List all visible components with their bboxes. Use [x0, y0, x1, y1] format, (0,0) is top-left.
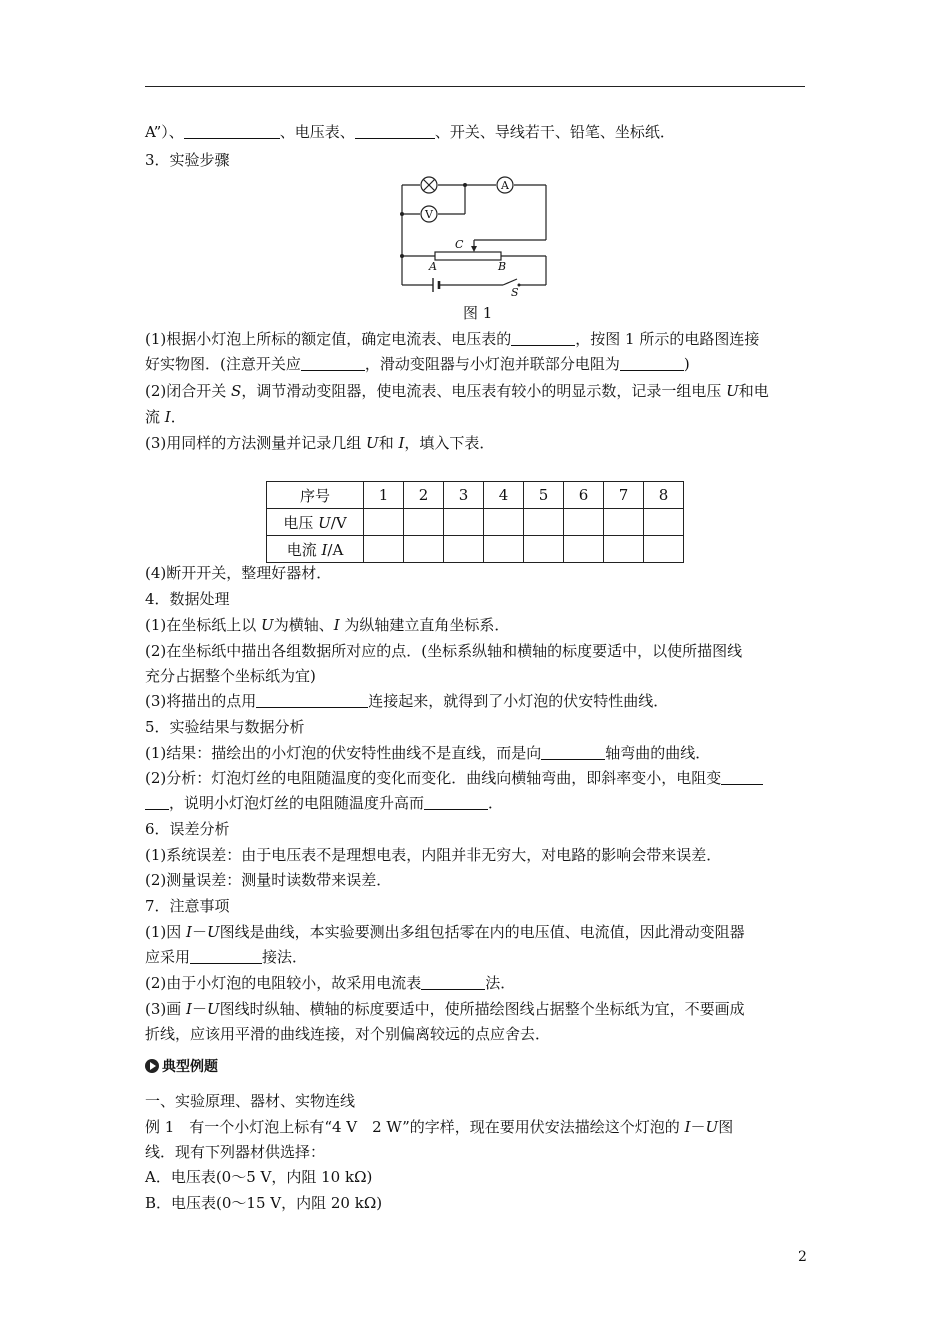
section-7-title: 7．注意事项 [145, 897, 230, 915]
step-7-1-line-1: (1)因 I－U图线是曲线，本实验要测出多组包括零在内的电压值、电流值，因此滑动变阻器 [145, 923, 745, 941]
table-col-head: 4 [484, 482, 524, 509]
voltmeter-label: V [425, 208, 433, 221]
table-cell[interactable] [404, 536, 444, 563]
table-cell[interactable] [404, 509, 444, 536]
table-cell[interactable] [604, 509, 644, 536]
table-cell[interactable] [444, 536, 484, 563]
label-b: B [498, 260, 507, 273]
equipment-line: A”）、 、电压表、 、开关、导线若干、铅笔、坐标纸． [145, 123, 675, 141]
row-label-current: 电流 I/A [267, 536, 364, 563]
step-5-2-line-1: (2)分析：灯泡灯丝的电阻随温度的变化而变化．曲线向横轴弯曲，即斜率变小，电阻变 [145, 768, 763, 788]
table-cell[interactable] [564, 536, 604, 563]
ammeter-label: A [501, 179, 509, 192]
blank-resistance-change-cont[interactable] [145, 795, 169, 810]
table-row-voltage [267, 509, 684, 536]
table-header-row [267, 482, 684, 509]
row-label-voltage: 电压 U/V [267, 509, 364, 536]
table-cell[interactable] [644, 509, 684, 536]
step-3-2-line-1: (2)闭合开关 S，调节滑动变阻器，使电流表、电压表有较小的明显示数，记录一组电压 U和电 [145, 382, 769, 400]
table-cell[interactable] [364, 536, 404, 563]
label-c: C [455, 238, 464, 251]
step-3-1-line-2: 好实物图．(注意开关应 ，滑动变阻器与小灯泡并联部分电阻为 ) [145, 355, 690, 373]
step-5-2-line-2: ，说明小灯泡灯丝的电阻随温度升高而 ． [145, 793, 503, 813]
table-cell[interactable] [604, 536, 644, 563]
blank-rheostat-connection[interactable] [190, 949, 262, 964]
step-7-3-line-1: (3)画 I－U图线时纵轴、横轴的标度要适中，使所描绘图线占据整个坐标纸为宜，不要画成 [145, 1000, 745, 1018]
table-cell[interactable] [644, 536, 684, 563]
table-col-head: 8 [644, 482, 684, 509]
examples-header: 典型例题 [145, 1056, 218, 1077]
play-circle-icon [145, 1059, 159, 1073]
option-b: B．电压表(0～15 V，内阻 20 kΩ) [145, 1194, 383, 1212]
table-col-head: 2 [404, 482, 444, 509]
blank-resistance[interactable] [620, 356, 684, 371]
page-number: 2 [798, 1249, 807, 1265]
step-5-1: (1)结果：描绘出的小灯泡的伏安特性曲线不是直线，而是向 轴弯曲的曲线． [145, 744, 711, 762]
step-3-3: (3)用同样的方法测量并记录几组 U和 I，填入下表． [145, 434, 495, 452]
step-6-2: (2)测量误差：测量时读数带来误差． [145, 871, 392, 889]
table-col-head: 6 [564, 482, 604, 509]
examples-subtitle: 一、实验原理、器材、实物连线 [145, 1092, 356, 1110]
table-col-head: 1 [364, 482, 404, 509]
label-a: A [429, 260, 437, 273]
step-4-3: (3)将描出的点用 连接起来，就得到了小灯泡的伏安特性曲线． [145, 692, 669, 710]
circuit-diagram [395, 172, 555, 300]
table-col-head: 5 [524, 482, 564, 509]
table-cell[interactable] [444, 509, 484, 536]
example-1-line-1: 例 1 有一个小灯泡上标有“4 V 2 W”的字样，现在要用伏安法描绘这个灯泡的 I－U图 [145, 1118, 734, 1136]
table-cell[interactable] [484, 509, 524, 536]
step-7-3-line-2: 折线，应该用平滑的曲线连接，对个别偏离较远的点应舍去． [145, 1025, 551, 1043]
step-3-2-line-2: 流 I． [145, 408, 186, 426]
step-6-1: (1)系统误差：由于电压表不是理想电表，内阻并非无穷大，对电路的影响会带来误差． [145, 846, 722, 864]
option-a: A．电压表(0～5 V，内阻 10 kΩ) [145, 1168, 373, 1186]
table-cell[interactable] [524, 536, 564, 563]
label-s: S [511, 286, 519, 299]
table-head-label: 序号 [267, 482, 364, 509]
blank-equipment-1[interactable] [184, 124, 280, 139]
blank-resistance-change[interactable] [721, 770, 763, 785]
blank-curve-method[interactable] [256, 693, 368, 708]
blank-switch-state[interactable] [301, 356, 365, 371]
table-cell[interactable] [364, 509, 404, 536]
blank-ammeter-connection[interactable] [421, 975, 485, 990]
table-col-head: 3 [444, 482, 484, 509]
example-1-line-2: 线．现有下列器材供选择： [145, 1143, 326, 1161]
header-rule [145, 86, 805, 87]
section-5-title: 5．实验结果与数据分析 [145, 718, 305, 736]
blank-axis[interactable] [541, 745, 605, 760]
table-col-head: 7 [604, 482, 644, 509]
section-6-title: 6．误差分析 [145, 820, 230, 838]
blank-equipment-2[interactable] [355, 124, 435, 139]
table-cell[interactable] [484, 536, 524, 563]
data-table [266, 481, 684, 563]
section-3-title: 3．实验步骤 [145, 151, 230, 169]
section-4-title: 4．数据处理 [145, 590, 230, 608]
step-3-4: (4)断开开关，整理好器材． [145, 564, 332, 582]
table-cell[interactable] [524, 509, 564, 536]
step-7-1-line-2: 应采用 接法． [145, 948, 308, 966]
figure-caption: 图 1 [463, 304, 493, 322]
blank-temperature-trend[interactable] [424, 795, 488, 810]
step-4-2-line-1: (2)在坐标纸中描出各组数据所对应的点．(坐标系纵轴和横轴的标度要适中，以使所描图线 [145, 642, 743, 660]
table-row-current [267, 536, 684, 563]
step-7-2: (2)由于小灯泡的电阻较小，故采用电流表 法． [145, 974, 516, 992]
step-4-2-line-2: 充分占据整个坐标纸为宜) [145, 667, 316, 685]
blank-meter-range[interactable] [511, 331, 575, 346]
table-cell[interactable] [564, 509, 604, 536]
step-3-1-line-1: (1)根据小灯泡上所标的额定值，确定电流表、电压表的 ，按图 1 所示的电路图连接 [145, 330, 760, 348]
step-4-1: (1)在坐标纸上以 U为横轴、I 为纵轴建立直角坐标系． [145, 616, 510, 634]
